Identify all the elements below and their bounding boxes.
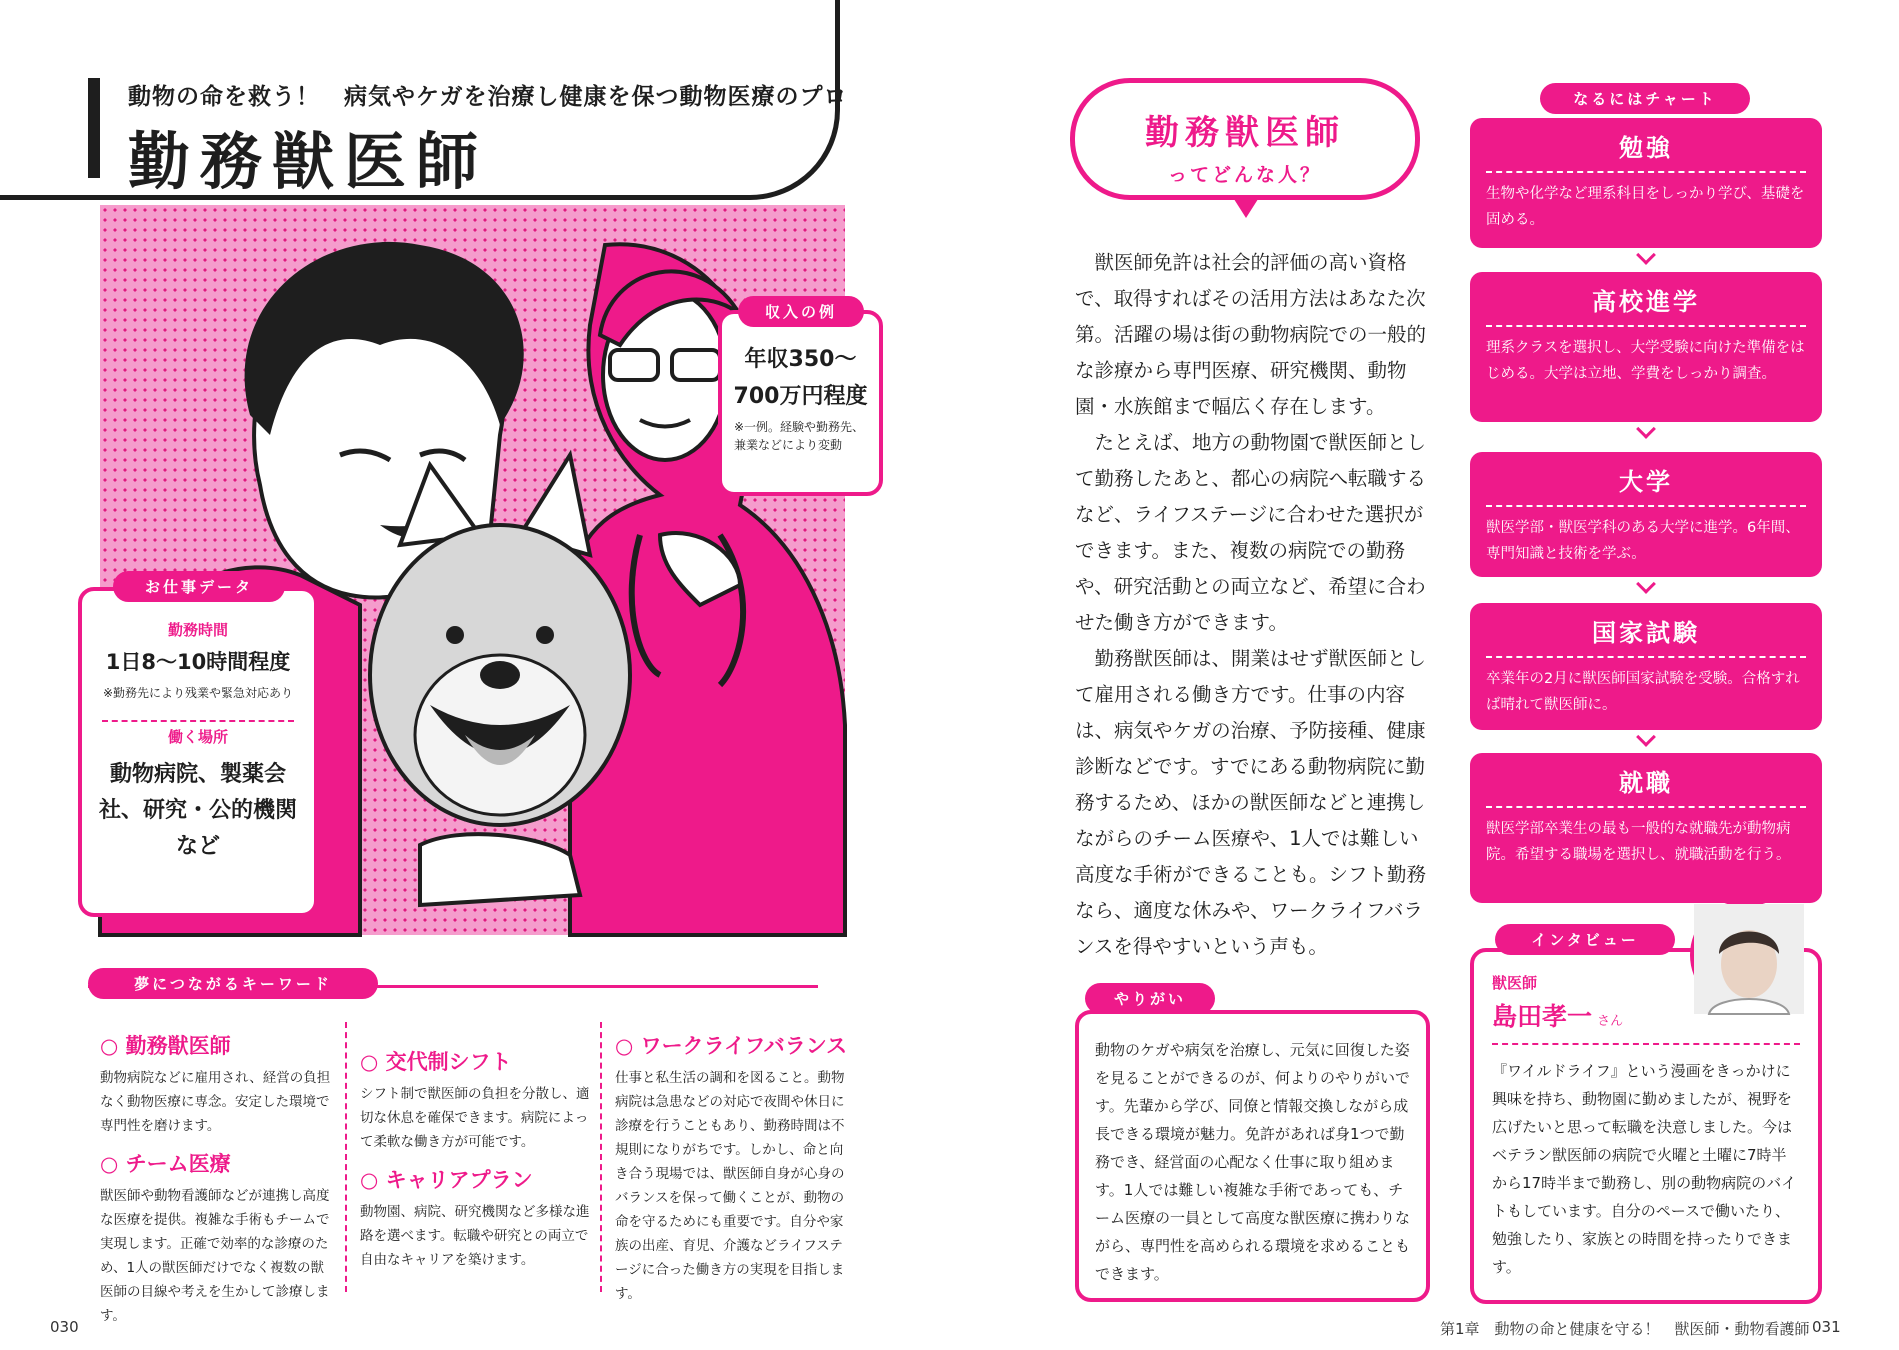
keyword-body-1: 動物病院などに雇用され、経営の負担なく動物医療に専念。安定した環境で専門性を磨けます。 bbox=[100, 1070, 331, 1134]
page-subtitle: 動物の命を救う！ 病気やケガを治療し健康を保つ動物医療のプロ bbox=[128, 84, 848, 110]
bubble-title: 勤務獣医師 bbox=[1145, 113, 1345, 153]
income-line2: 700万円程度 bbox=[733, 384, 868, 409]
keyword-title-4: ○ キャリアプラン bbox=[360, 1168, 533, 1192]
footer-chapter: 第1章 動物の命と健康を守る！ 獣医師・動物看護師 bbox=[1440, 1320, 1810, 1338]
interviewee-role: 獣医師 bbox=[1492, 974, 1538, 992]
chart-step-4 bbox=[1470, 603, 1822, 730]
chart-step-3 bbox=[1470, 452, 1822, 577]
keyword-divider-2 bbox=[600, 1022, 602, 1292]
step-desc-2: 理系クラスを選択し、大学受験に向けた準備をはじめる。大学は立地、学費をしっかり調査。 bbox=[1486, 340, 1805, 382]
interview-divider bbox=[1492, 1043, 1800, 1045]
main-body-text bbox=[1075, 245, 1435, 965]
page-number-right: 031 bbox=[1812, 1318, 1841, 1336]
keyword-body-4: 動物園、病院、研究機関など多様な進路を選べます。転職や研究との両立で自由なキャリアを築けます。 bbox=[360, 1204, 590, 1268]
hours-value: 1日8～10時間程度 bbox=[105, 650, 291, 674]
income-box bbox=[718, 310, 883, 496]
keyword-title-3: ○ 交代制シフト bbox=[360, 1050, 512, 1074]
chart-step-1 bbox=[1470, 118, 1822, 248]
interview-tag: インタビュー bbox=[1495, 924, 1675, 955]
chart-step-5 bbox=[1470, 753, 1822, 903]
interview-text: 『ワイルドライフ』という漫画をきっかけに興味を持ち、動物園に勤めましたが、視野を広げたいと思って転職を決意しました。今はベテラン獣医師の病院で火曜と土曜に7時半から17時半まで勤務し、別の動物病院のバイトもしています。自分のペースで働いたり、勉強したり、家族との時間を持ったりできます。 bbox=[1492, 1062, 1797, 1276]
yarigai-tag: やりがい bbox=[1085, 983, 1215, 1014]
interviewee-suffix: さん bbox=[1597, 1014, 1624, 1029]
step-title-2: 高校進学 bbox=[1486, 282, 1806, 327]
interviewee-name: 島田孝一 bbox=[1492, 1002, 1593, 1031]
chevron-down-icon bbox=[1636, 419, 1656, 439]
step-title-5: 就職 bbox=[1486, 763, 1806, 808]
place-label: 働く場所 bbox=[167, 728, 228, 746]
income-tag: 収入の例 bbox=[738, 296, 864, 327]
keyword-title-1: ○ 勤務獣医師 bbox=[100, 1034, 231, 1058]
title-bar bbox=[88, 78, 100, 178]
hours-label: 勤務時間 bbox=[167, 621, 228, 639]
keyword-title-5: ○ ワークライフバランス bbox=[615, 1034, 848, 1058]
chart-tag: なるにはチャート bbox=[1540, 83, 1750, 114]
keyword-tag: 夢につながるキーワード bbox=[88, 968, 378, 999]
bubble-subtitle: ってどんな人？ bbox=[1167, 164, 1322, 186]
bubble-tail bbox=[1232, 196, 1260, 218]
step-desc-1: 生物や化学など理系科目をしっかり学び、基礎を固める。 bbox=[1486, 186, 1805, 228]
keyword-divider-1 bbox=[345, 1022, 347, 1292]
keyword-body-2: 獣医師や動物看護師などが連携し高度な医療を提供。複雑な手術もチームで実現します。正確で効率的な診療のため、1人の獣医師だけでなく複数の獣医師の目線や考えを生かして診療します。 bbox=[100, 1188, 330, 1324]
income-line1: 年収350～ bbox=[744, 347, 857, 372]
keyword-column-3 bbox=[615, 1030, 850, 1306]
keyword-body-5: 仕事と私生活の調和を図ること。動物病院は急患などの対応で夜間や休日に診療を行うこともあり、勤務時間は不規則になりがちです。しかし、命と向き合う現場では、獣医師自身が心身のバランスを保って働くことが、動物の命を守るためにも重要です。自分や家族の出産、育児、介護などライフステージに合った働き方の実現を目指します。 bbox=[615, 1070, 845, 1302]
income-note: ※一例。経験や勤務先、兼業などにより変動 bbox=[734, 420, 865, 452]
keyword-body-3: シフト制で獣医師の負担を分散し、適切な休息を確保できます。病院によって柔軟な働き方が可能です。 bbox=[360, 1086, 590, 1150]
step-title-3: 大学 bbox=[1486, 462, 1806, 507]
step-desc-5: 獣医学部卒業生の最も一般的な就職先が動物病院。希望する職場を選択し、就職活動を行う。 bbox=[1486, 821, 1791, 863]
chevron-down-icon bbox=[1636, 727, 1656, 747]
body-paragraph-1: 獣医師免許は社会的評価の高い資格で、取得すればその活用方法はあなた次第。活躍の場は街の動物病院での一般的な診療から専門医療、研究機関、動物園・水族館まで幅広く存在します。 bbox=[1075, 251, 1427, 418]
keyword-title-2: ○ チーム医療 bbox=[100, 1152, 231, 1176]
page-title: 勤務獣医師 bbox=[128, 125, 489, 198]
place-value: 動物病院、製薬会社、研究・公的機関など bbox=[98, 762, 297, 859]
step-desc-3: 獣医学部・獣医学科のある大学に進学。6年間、専門知識と技術を学ぶ。 bbox=[1486, 520, 1800, 562]
speech-bubble bbox=[1070, 78, 1420, 200]
keyword-column-2 bbox=[360, 1020, 590, 1272]
work-divider bbox=[102, 720, 294, 722]
chevron-down-icon bbox=[1636, 245, 1656, 265]
step-title-1: 勉強 bbox=[1486, 128, 1806, 173]
yarigai-text: 動物のケガや病気を治療し、元気に回復した姿を見ることができるのが、何よりのやりがいです。先輩から学び、同僚と情報交換しながら成長できる環境が魅力。免許があれば身1つで勤務でき、経営面の心配なく仕事に取り組めます。1人では難しい複雑な手術であっても、チーム医療の一員として高度な獣医療に携わりながら、専門性を高められる環境を求めることもできます。 bbox=[1095, 1041, 1411, 1283]
yarigai-box bbox=[1075, 1010, 1430, 1302]
hours-note: ※勤務先により残業や緊急対応あり bbox=[102, 686, 294, 700]
chevron-down-icon bbox=[1636, 574, 1656, 594]
page-number-left: 030 bbox=[50, 1318, 79, 1336]
step-desc-4: 卒業年の2月に獣医師国家試験を受験。合格すれば晴れて獣医師に。 bbox=[1486, 671, 1800, 713]
step-title-4: 国家試験 bbox=[1486, 613, 1806, 658]
keyword-column-1 bbox=[100, 1030, 335, 1324]
work-data-box bbox=[78, 587, 318, 917]
avatar bbox=[1690, 900, 1800, 1010]
body-paragraph-3: 勤務獣医師は、開業はせず獣医師として雇用される働き方です。仕事の内容は、病気やケガの治療、予防接種、健康診断などです。すでにある動物病院に勤務するため、ほかの獣医師などと連携しながらのチーム医療や、1人では難しい高度な手術ができることも。シフト勤務なら、適度な休みや、ワークライフバランスを得やすいという声も。 bbox=[1075, 647, 1427, 958]
body-paragraph-2: たとえば、地方の動物園で獣医師として勤務したあと、都心の病院へ転職するなど、ライフステージに合わせた選択ができます。また、複数の病院での勤務や、研究活動との両立など、希望に合わせた働き方ができます。 bbox=[1075, 431, 1427, 634]
chart-step-2 bbox=[1470, 272, 1822, 422]
work-data-tag: お仕事データ bbox=[113, 571, 285, 602]
